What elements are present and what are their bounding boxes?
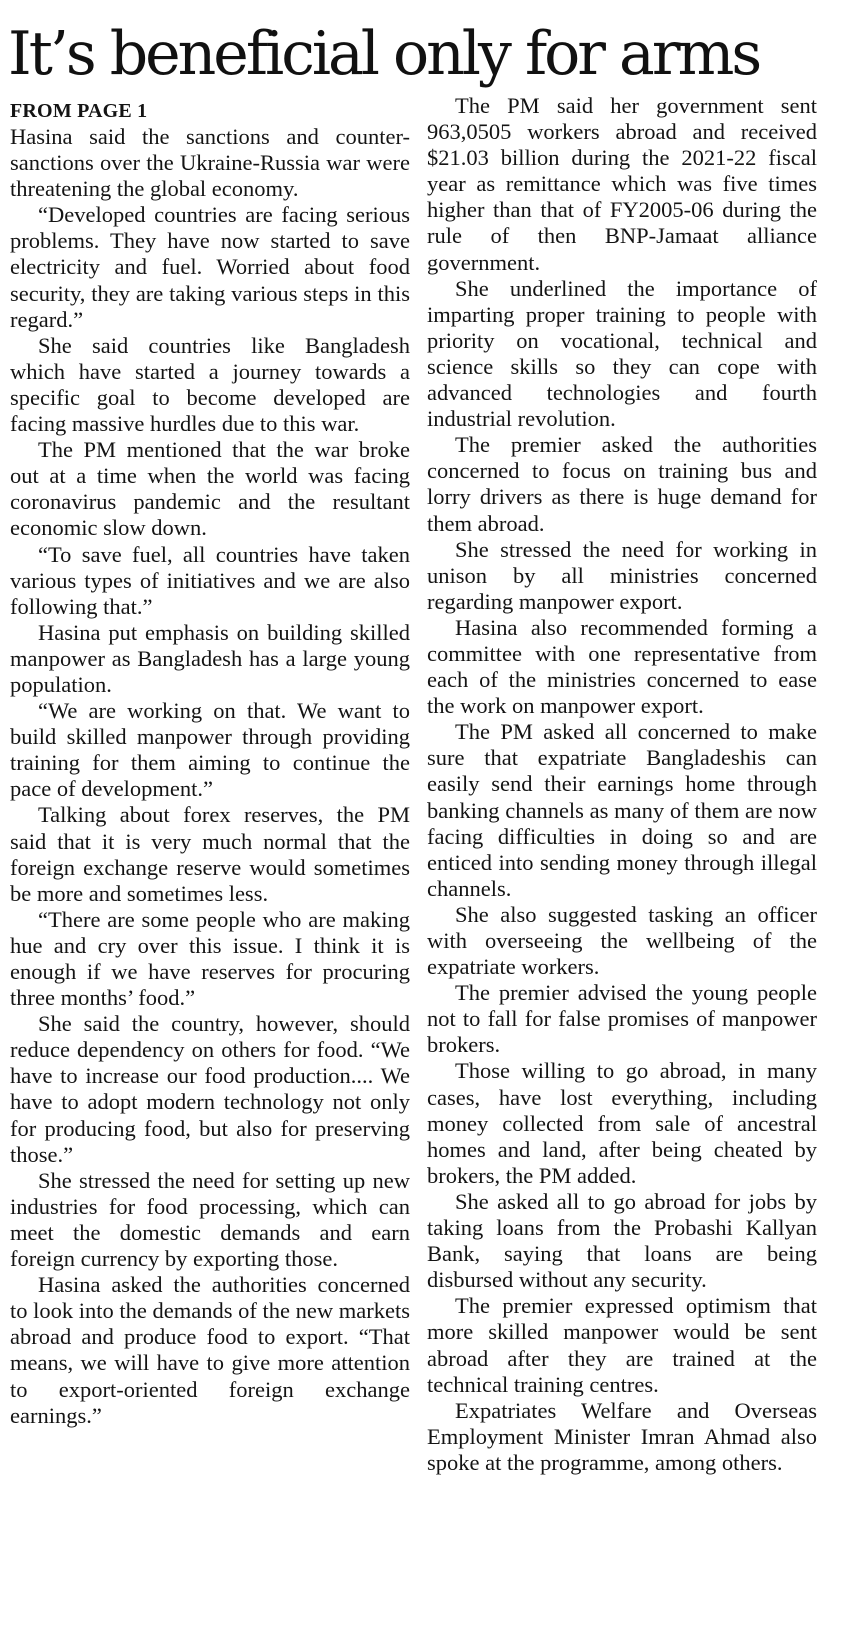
paragraph: The premier asked the authorities concerned to focus on training bus and lorry drivers as there is huge demand for them abroad. [427,432,817,536]
headline: It’s beneficial only for arms [8,19,760,89]
left-column [10,98,410,1429]
paragraph: She said countries like Bangladesh which have started a journey towards a specific goal to become developed are facing massive hurdles due to this war. [10,332,410,437]
paragraph: The PM said her government sent 963,0505 workers abroad and received $21.03 billion during the 2021-22 fiscal year as remittance which was five times higher than that of FY2005-06 during the rule of then BNP-Jamaat alliance government. [427,93,817,275]
paragraph: “To save fuel, all countries have taken various types of initiatives and we are also following that.” [10,541,410,619]
paragraph: Hasina asked the authorities concerned to look into the demands of the new markets abroad and produce food to export. “That means, we will have to give more attention to export-oriented foreign exchange earnings.” [10,1272,410,1428]
paragraph: The premier expressed optimism that more skilled manpower would be sent abroad after they are trained at the technical training centres. [427,1293,817,1397]
paragraph: The PM asked all concerned to make sure that expatriate Bangladeshis can easily send their earnings home through banking channels as many of them are now facing difficulties in doing so and are enticed into sending money through illegal channels. [427,719,817,901]
paragraph: Hasina said the sanctions and counter-sanctions over the Ukraine-Russia war were threatening the global economy. [10,124,410,202]
paragraph: She asked all to go abroad for jobs by taking loans from the Probashi Kallyan Bank, saying that loans are being disbursed without any security. [427,1188,817,1293]
paragraph: She also suggested tasking an officer with overseeing the wellbeing of the expatriate workers. [427,901,817,980]
paragraph: “There are some people who are making hue and cry over this issue. I think it is enough if we have reserves for procuring three months’ food.” [10,906,410,1011]
paragraph: Talking about forex reserves, the PM said that it is very much normal that the foreign exchange reserve would sometimes be more and sometimes less. [10,802,410,906]
paragraph: She stressed the need for working in unison by all ministries concerned regarding manpower export. [427,536,817,614]
right-column [427,93,817,1476]
paragraph: “We are working on that. We want to build skilled manpower through providing training for them aiming to continue the pace of development.” [10,698,410,802]
paragraph: “Developed countries are facing serious problems. They have now started to save electricity and fuel. Worried about food security, they are taking various steps in this regard.” [10,202,410,332]
paragraph: She underlined the importance of imparting proper training to people with priority on vocational, technical and science skills so they can cope with advanced technologies and fourth industrial revolution. [427,275,817,432]
paragraph: Hasina put emphasis on building skilled manpower as Bangladesh has a large young population. [10,619,410,697]
paragraph: The PM mentioned that the war broke out at a time when the world was facing coronavirus pandemic and the resultant economic slow down. [10,437,410,541]
continued-from-label: FROM PAGE 1 [10,100,148,122]
paragraph: The premier advised the young people not to fall for false promises of manpower brokers. [427,980,817,1058]
paragraph: Hasina also recommended forming a committee with one representative from each of the ministries concerned to ease the work on manpower export. [427,614,817,719]
paragraph: Those willing to go abroad, in many cases, have lost everything, including money collected from sale of ancestral homes and land, after being cheated by brokers, the PM added. [427,1058,817,1188]
paragraph: She said the country, however, should reduce dependency on others for food. “We have to increase our food production.... We have to adopt modern technology not only for producing food, but also for preserving those.” [10,1011,410,1167]
paragraph: She stressed the need for setting up new industries for food processing, which can meet the domestic demands and earn foreign currency by exporting those. [10,1167,410,1272]
paragraph: Expatriates Welfare and Overseas Employment Minister Imran Ahmad also spoke at the programme, among others. [427,1397,817,1475]
